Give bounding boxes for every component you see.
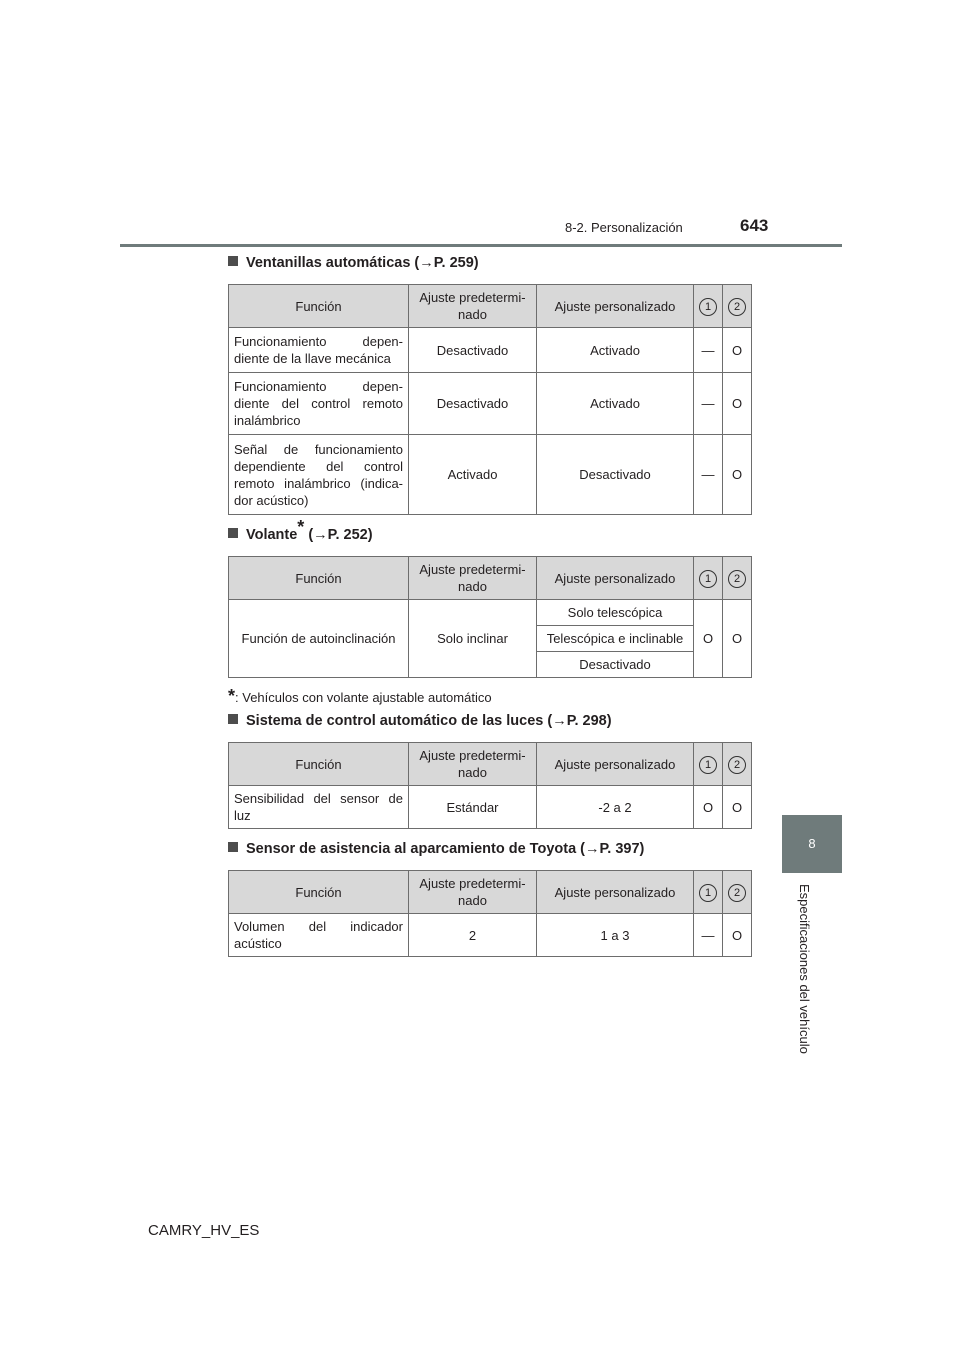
default-cell: Estándar	[409, 786, 537, 829]
header-function: Función	[229, 285, 409, 328]
header-function: Función	[229, 557, 409, 600]
table-header-row	[229, 743, 752, 786]
table-row	[229, 914, 752, 957]
col1-cell: —	[694, 914, 723, 957]
auto-lights-table	[228, 742, 752, 829]
table-header-row	[229, 285, 752, 328]
footnote	[228, 686, 492, 707]
custom-option-cell: Desactivado	[537, 652, 694, 678]
header-default: Ajuste predetermi-nado	[409, 285, 537, 328]
col1-cell: —	[694, 435, 723, 515]
section-heading-power-windows	[228, 255, 479, 271]
steering-wheel-table	[228, 556, 752, 678]
section-title: 8-2. Personalización	[565, 220, 683, 235]
section-heading-text: Volante	[246, 527, 298, 543]
circle-2-icon: 2	[728, 756, 746, 774]
header-custom: Ajuste personalizado	[537, 557, 694, 600]
header-rule	[120, 244, 842, 247]
col1-cell: —	[694, 328, 723, 373]
square-bullet-icon	[228, 256, 238, 266]
power-windows-table	[228, 284, 752, 515]
square-bullet-icon	[228, 528, 238, 538]
col1-cell: O	[694, 786, 723, 829]
header-custom: Ajuste personalizado	[537, 285, 694, 328]
footnote-text: : Vehículos con volante ajustable automático	[235, 690, 492, 705]
section-heading-text: Sistema de control automático de las luces (→P. 298)	[246, 713, 612, 729]
default-cell: Activado	[409, 435, 537, 515]
col2-cell: O	[723, 600, 752, 678]
col1-cell: O	[694, 600, 723, 678]
table-row	[229, 373, 752, 435]
custom-option-cell: Solo telescópica	[537, 600, 694, 626]
default-cell: 2	[409, 914, 537, 957]
circle-1-icon: 1	[699, 756, 717, 774]
custom-cell: 1 a 3	[537, 914, 694, 957]
header-default: Ajuste predetermi-nado	[409, 871, 537, 914]
table-header-row	[229, 871, 752, 914]
function-cell: Función de autoinclinación	[229, 600, 409, 678]
table-row	[229, 600, 752, 626]
chapter-tab: 8	[782, 815, 842, 873]
header-custom: Ajuste personalizado	[537, 743, 694, 786]
section-heading-steering-wheel	[228, 517, 373, 543]
function-cell: Volumen del indicador acústico	[229, 914, 409, 957]
col2-cell: O	[723, 328, 752, 373]
chapter-label: Especificaciones del vehículo	[797, 884, 812, 1054]
document-code: CAMRY_HV_ES	[148, 1222, 260, 1239]
col1-cell: —	[694, 373, 723, 435]
default-cell: Solo inclinar	[409, 600, 537, 678]
table-row	[229, 786, 752, 829]
circle-2-icon: 2	[728, 884, 746, 902]
circle-2-icon: 2	[728, 570, 746, 588]
default-cell: Desactivado	[409, 373, 537, 435]
custom-cell: Activado	[537, 373, 694, 435]
col2-cell: O	[723, 373, 752, 435]
header-function: Función	[229, 871, 409, 914]
custom-cell: -2 a 2	[537, 786, 694, 829]
asterisk-mark: *	[297, 517, 305, 538]
footnote-asterisk: *	[228, 686, 236, 706]
table-row	[229, 435, 752, 515]
function-cell: Funcionamiento depen-diente del control remoto inalámbrico	[229, 373, 409, 435]
col2-cell: O	[723, 786, 752, 829]
function-cell: Señal de funcionamiento dependiente del control remoto inalámbrico (indica-dor acústico)	[229, 435, 409, 515]
parking-assist-table	[228, 870, 752, 957]
custom-cell: Desactivado	[537, 435, 694, 515]
default-cell: Desactivado	[409, 328, 537, 373]
header-custom: Ajuste personalizado	[537, 871, 694, 914]
section-heading-text: Sensor de asistencia al aparcamiento de Toyota (→P. 397)	[246, 841, 645, 857]
circle-1-icon: 1	[699, 884, 717, 902]
header-function: Función	[229, 743, 409, 786]
square-bullet-icon	[228, 714, 238, 724]
page-number: 643	[740, 216, 769, 235]
table-header-row	[229, 557, 752, 600]
header-default: Ajuste predetermi-nado	[409, 557, 537, 600]
header-default: Ajuste predetermi-nado	[409, 743, 537, 786]
custom-cell: Activado	[537, 328, 694, 373]
custom-option-cell: Telescópica e inclinable	[537, 626, 694, 652]
function-cell: Sensibilidad del sensor de luz	[229, 786, 409, 829]
col2-cell: O	[723, 435, 752, 515]
square-bullet-icon	[228, 842, 238, 852]
table-row	[229, 328, 752, 373]
circle-1-icon: 1	[699, 298, 717, 316]
section-heading-parking-assist	[228, 841, 644, 857]
function-cell: Funcionamiento depen-diente de la llave mecánica	[229, 328, 409, 373]
circle-2-icon: 2	[728, 298, 746, 316]
circle-1-icon: 1	[699, 570, 717, 588]
section-heading-auto-lights	[228, 713, 612, 729]
section-heading-text: Ventanillas automáticas (→P. 259)	[246, 255, 479, 271]
section-heading-ref: (→P. 252)	[304, 527, 373, 543]
col2-cell: O	[723, 914, 752, 957]
